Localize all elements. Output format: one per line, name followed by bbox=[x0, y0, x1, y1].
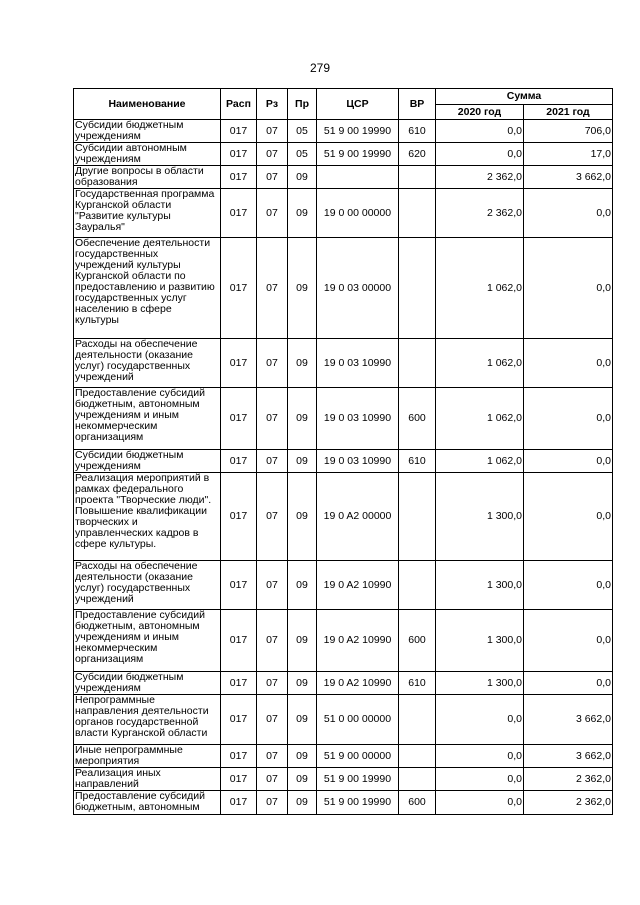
cell-vr bbox=[399, 238, 436, 339]
cell-rz: 07 bbox=[257, 450, 288, 473]
cell-2020: 1 300,0 bbox=[436, 672, 524, 695]
cell-2021: 0,0 bbox=[524, 339, 613, 388]
table-row bbox=[74, 695, 613, 745]
cell-name: Субсидии автономным учреждениям bbox=[74, 143, 221, 166]
cell-vr bbox=[399, 189, 436, 238]
cell-2021: 3 662,0 bbox=[524, 695, 613, 745]
cell-rz: 07 bbox=[257, 672, 288, 695]
cell-vr bbox=[399, 745, 436, 768]
cell-csr: 51 9 00 19990 bbox=[317, 120, 399, 143]
cell-csr: 19 0 03 10990 bbox=[317, 388, 399, 450]
cell-name: Расходы на обеспечение деятельности (оказание услуг) государственных учреждений bbox=[74, 339, 221, 388]
cell-vr: 620 bbox=[399, 143, 436, 166]
cell-2021: 0,0 bbox=[524, 672, 613, 695]
cell-vr: 600 bbox=[399, 388, 436, 450]
table-body bbox=[74, 120, 613, 815]
cell-vr bbox=[399, 339, 436, 388]
cell-2020: 0,0 bbox=[436, 791, 524, 815]
cell-pr: 09 bbox=[288, 166, 317, 189]
header-2021: 2021 год bbox=[524, 105, 613, 120]
cell-name: Предоставление субсидий бюджетным, автономным учреждениям и иным некоммерческим организациям bbox=[74, 610, 221, 672]
cell-2021: 0,0 bbox=[524, 189, 613, 238]
table-row bbox=[74, 768, 613, 791]
cell-pr: 09 bbox=[288, 339, 317, 388]
cell-2021: 706,0 bbox=[524, 120, 613, 143]
page-number: 279 bbox=[309, 61, 331, 75]
cell-2021: 3 662,0 bbox=[524, 166, 613, 189]
cell-csr: 51 9 00 00000 bbox=[317, 745, 399, 768]
cell-name: Реализация мероприятий в рамках федерального проекта "Творческие люди". Повышение квалификации творческих и управленческих кадров в сфере культуры. bbox=[74, 473, 221, 561]
table-row bbox=[74, 791, 613, 815]
cell-pr: 09 bbox=[288, 473, 317, 561]
table-row bbox=[74, 120, 613, 143]
cell-2021: 0,0 bbox=[524, 238, 613, 339]
cell-2020: 0,0 bbox=[436, 695, 524, 745]
cell-vr: 600 bbox=[399, 791, 436, 815]
cell-csr: 51 9 00 19990 bbox=[317, 768, 399, 791]
cell-2020: 1 062,0 bbox=[436, 238, 524, 339]
cell-2020: 1 062,0 bbox=[436, 388, 524, 450]
cell-csr bbox=[317, 166, 399, 189]
table-row bbox=[74, 388, 613, 450]
cell-csr: 19 0 A2 00000 bbox=[317, 473, 399, 561]
cell-2021: 17,0 bbox=[524, 143, 613, 166]
cell-2021: 0,0 bbox=[524, 388, 613, 450]
table-row bbox=[74, 450, 613, 473]
cell-2021: 0,0 bbox=[524, 450, 613, 473]
cell-pr: 09 bbox=[288, 450, 317, 473]
cell-csr: 51 0 00 00000 bbox=[317, 695, 399, 745]
cell-2020: 1 300,0 bbox=[436, 610, 524, 672]
cell-csr: 19 0 03 10990 bbox=[317, 339, 399, 388]
cell-vr bbox=[399, 473, 436, 561]
cell-2021: 0,0 bbox=[524, 561, 613, 610]
header-sum: Сумма bbox=[436, 89, 613, 105]
header-vr: ВР bbox=[399, 89, 436, 120]
cell-pr: 09 bbox=[288, 745, 317, 768]
cell-rz: 07 bbox=[257, 189, 288, 238]
table-row bbox=[74, 561, 613, 610]
cell-rz: 07 bbox=[257, 339, 288, 388]
cell-vr bbox=[399, 768, 436, 791]
cell-2020: 1 300,0 bbox=[436, 561, 524, 610]
cell-rasp: 017 bbox=[221, 610, 257, 672]
cell-rasp: 017 bbox=[221, 238, 257, 339]
cell-name: Реализация иных направлений bbox=[74, 768, 221, 791]
header-csr: ЦСР bbox=[317, 89, 399, 120]
cell-rasp: 017 bbox=[221, 745, 257, 768]
cell-rasp: 017 bbox=[221, 695, 257, 745]
cell-2020: 1 062,0 bbox=[436, 339, 524, 388]
header-2020: 2020 год bbox=[436, 105, 524, 120]
table-row bbox=[74, 610, 613, 672]
cell-name: Другие вопросы в области образования bbox=[74, 166, 221, 189]
cell-rz: 07 bbox=[257, 120, 288, 143]
cell-2021: 0,0 bbox=[524, 473, 613, 561]
cell-rasp: 017 bbox=[221, 473, 257, 561]
cell-rasp: 017 bbox=[221, 143, 257, 166]
cell-name: Государственная программа Курганской области "Развитие культуры Зауралья" bbox=[74, 189, 221, 238]
cell-2020: 1 300,0 bbox=[436, 473, 524, 561]
cell-2021: 0,0 bbox=[524, 610, 613, 672]
cell-csr: 51 9 00 19990 bbox=[317, 143, 399, 166]
cell-2021: 2 362,0 bbox=[524, 768, 613, 791]
cell-rasp: 017 bbox=[221, 450, 257, 473]
cell-vr: 610 bbox=[399, 450, 436, 473]
table-row bbox=[74, 473, 613, 561]
cell-rasp: 017 bbox=[221, 561, 257, 610]
cell-pr: 09 bbox=[288, 791, 317, 815]
cell-rasp: 017 bbox=[221, 339, 257, 388]
cell-pr: 09 bbox=[288, 189, 317, 238]
cell-pr: 09 bbox=[288, 695, 317, 745]
cell-rz: 07 bbox=[257, 791, 288, 815]
cell-pr: 09 bbox=[288, 610, 317, 672]
cell-vr: 610 bbox=[399, 672, 436, 695]
cell-rz: 07 bbox=[257, 561, 288, 610]
cell-rasp: 017 bbox=[221, 768, 257, 791]
cell-rz: 07 bbox=[257, 473, 288, 561]
budget-table bbox=[73, 88, 613, 815]
cell-pr: 05 bbox=[288, 143, 317, 166]
cell-name: Субсидии бюджетным учреждениям bbox=[74, 672, 221, 695]
cell-pr: 09 bbox=[288, 388, 317, 450]
cell-name: Непрограммные направления деятельности органов государственной власти Курганской области bbox=[74, 695, 221, 745]
cell-rasp: 017 bbox=[221, 388, 257, 450]
cell-rz: 07 bbox=[257, 143, 288, 166]
cell-name: Субсидии бюджетным учреждениям bbox=[74, 120, 221, 143]
cell-rz: 07 bbox=[257, 238, 288, 339]
cell-2020: 2 362,0 bbox=[436, 166, 524, 189]
cell-pr: 09 bbox=[288, 672, 317, 695]
cell-rz: 07 bbox=[257, 388, 288, 450]
table-row bbox=[74, 143, 613, 166]
cell-rz: 07 bbox=[257, 745, 288, 768]
header-name: Наименование bbox=[74, 89, 221, 120]
cell-rasp: 017 bbox=[221, 120, 257, 143]
cell-pr: 09 bbox=[288, 768, 317, 791]
cell-name: Расходы на обеспечение деятельности (оказание услуг) государственных учреждений bbox=[74, 561, 221, 610]
cell-vr: 600 bbox=[399, 610, 436, 672]
cell-rz: 07 bbox=[257, 610, 288, 672]
cell-pr: 05 bbox=[288, 120, 317, 143]
cell-rz: 07 bbox=[257, 768, 288, 791]
cell-csr: 19 0 03 00000 bbox=[317, 238, 399, 339]
cell-2020: 0,0 bbox=[436, 143, 524, 166]
cell-pr: 09 bbox=[288, 561, 317, 610]
table-row bbox=[74, 339, 613, 388]
cell-csr: 19 0 A2 10990 bbox=[317, 672, 399, 695]
cell-rz: 07 bbox=[257, 695, 288, 745]
cell-csr: 19 0 A2 10990 bbox=[317, 561, 399, 610]
cell-vr bbox=[399, 166, 436, 189]
cell-name: Иные непрограммные мероприятия bbox=[74, 745, 221, 768]
cell-vr bbox=[399, 561, 436, 610]
header-rasp: Расп bbox=[221, 89, 257, 120]
cell-name: Предоставление субсидий бюджетным, автономным учреждениям и иным некоммерческим организациям bbox=[74, 388, 221, 450]
cell-rasp: 017 bbox=[221, 189, 257, 238]
table-row bbox=[74, 189, 613, 238]
cell-rasp: 017 bbox=[221, 166, 257, 189]
cell-rz: 07 bbox=[257, 166, 288, 189]
header-rz: Рз bbox=[257, 89, 288, 120]
cell-rasp: 017 bbox=[221, 791, 257, 815]
cell-2020: 0,0 bbox=[436, 768, 524, 791]
cell-vr: 610 bbox=[399, 120, 436, 143]
cell-csr: 51 9 00 19990 bbox=[317, 791, 399, 815]
table-row bbox=[74, 745, 613, 768]
table-row bbox=[74, 238, 613, 339]
cell-name: Субсидии бюджетным учреждениям bbox=[74, 450, 221, 473]
cell-2020: 2 362,0 bbox=[436, 189, 524, 238]
header-pr: Пр bbox=[288, 89, 317, 120]
cell-csr: 19 0 A2 10990 bbox=[317, 610, 399, 672]
cell-2020: 1 062,0 bbox=[436, 450, 524, 473]
table-row bbox=[74, 672, 613, 695]
cell-vr bbox=[399, 695, 436, 745]
cell-2021: 2 362,0 bbox=[524, 791, 613, 815]
cell-name: Предоставление субсидий бюджетным, автономным bbox=[74, 791, 221, 815]
cell-2020: 0,0 bbox=[436, 745, 524, 768]
cell-2021: 3 662,0 bbox=[524, 745, 613, 768]
cell-pr: 09 bbox=[288, 238, 317, 339]
cell-2020: 0,0 bbox=[436, 120, 524, 143]
cell-name: Обеспечение деятельности государственных учреждений культуры Курганской области по предоставлению и развитию государственных услуг населению в сфере культуры bbox=[74, 238, 221, 339]
cell-csr: 19 0 00 00000 bbox=[317, 189, 399, 238]
table-row bbox=[74, 166, 613, 189]
cell-csr: 19 0 03 10990 bbox=[317, 450, 399, 473]
cell-rasp: 017 bbox=[221, 672, 257, 695]
